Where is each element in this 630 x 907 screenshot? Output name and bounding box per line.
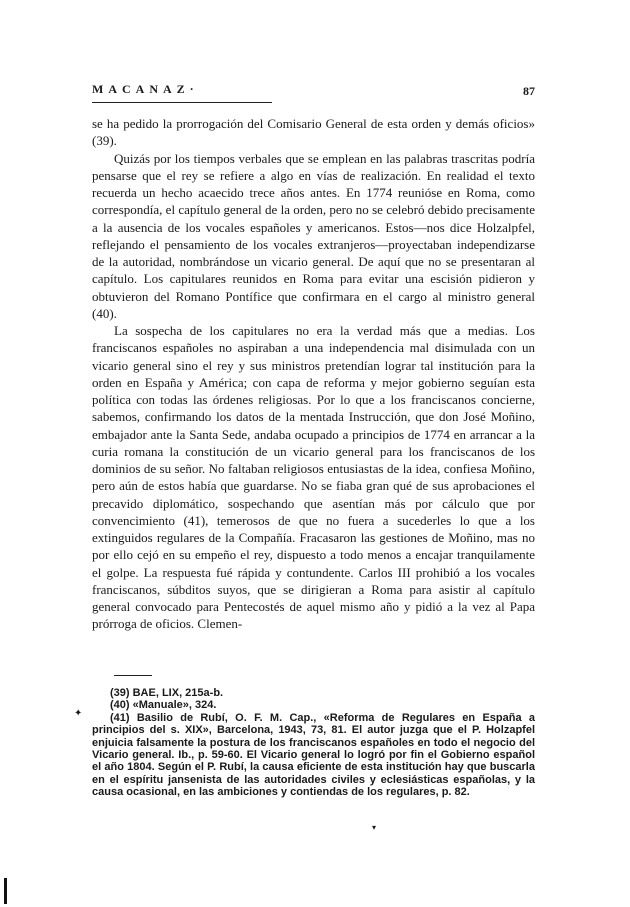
body-text xyxy=(92,115,535,633)
ink-dot: ▾ xyxy=(372,823,377,832)
paragraph: La sospecha de los capitulares no era la verdad más que a medias. Los franciscanos españoles no aspiraban a una independencia mal disimulada con un vicario general sino el rey y sus ministros pretendían lograr tal institución para la orden en España y América; con capa de reforma y mejor gobierno seguían esta política con todas las órdenes religiosas. Por lo que a los franciscanos concierne, sabemos, confirmando los datos de la mentada Instrucción, que don José Moñino, embajador ante la Santa Sede, andaba ocupado a principios de 1774 en arrancar a la curia romana la constitución de un vicario general para los franciscanos de los dominios de su señor. No faltaban religiosos entusiastas de la idea, confiesa Moñino, pero aún de estos había que guardarse. No se fiaba gran qué de sus aprobaciones el precavido diplomático, sospechando que asentían más por cálculo que por convencimiento (41), temerosos de que no fuera a sucederles lo que a los extinguidos regulares de la Compañía. Fracasaron las gestiones de Moñino, mas no por ello cejó en su empeño el rey, dispuesto a todo menos a encajar tranquilamente el golpe. La respuesta fué rápida y contundente. Carlos III prohibió a los vocales franciscanos, súbditos suyos, que se dirigieran a Roma para asistir al capítulo general convocado para Pentecostés de aquel mismo año y pidió a la vez al Papa prórroga de oficios. Clemen- xyxy=(92,323,535,632)
footnote: (40) «Manuale», 324. xyxy=(110,699,217,712)
margin-mark: ✦ xyxy=(74,708,83,719)
footnote: (41) Basilio de Rubí, O. F. M. Cap., «Reforma de Regulares en España a principios del s. XIX», Barcelona, 1943, 73, 81. El autor juzga que el P. Holzapfel enjuicia falsamente la postura de los franciscanos españoles en todo el negocio del Vicario general. Ib., p. 59-60. El Vicario general lo logró por fin el Gobierno español el año 1804. Según el P. Rubí, la causa eficiente de esta institución hay que buscarla en el espíritu jansenista de las autoridades civiles y eclesiásticas españolas, y la causa ocasional, en las ambiciones y contiendas de los regulares, p. 82. xyxy=(92,711,535,799)
page-header xyxy=(92,82,535,100)
header-rule xyxy=(92,102,272,103)
paragraph: Quizás por los tiempos verbales que se emplean en las palabras trascritas podría pensarse que el rey se refiere a algo en vías de realización. En realidad el texto recuerda un hecho acaecido trece años antes. En 1774 reunióse en Roma, como correspondía, el capítulo general de la orden, pero no se celebró debido precisamente a la ausencia de los vocales españoles y americanos. Estos—nos dice Holzalpfel, reflejando el pensamiento de los vocales extranjeros—proyectaban independizarse de la autoridad, nombrándose un vicario general. De aquí que no se presentaran al capítulo. Los capitulares reunidos en Roma para evitar una escisión pidieron y obtuvieron del Romano Pontífice que confirmara en el cargo al ministro general (40). xyxy=(92,150,535,321)
page-number: 87 xyxy=(523,84,535,98)
footnotes xyxy=(92,687,535,799)
scan-edge-mark xyxy=(4,878,7,904)
running-title: MACANAZ· xyxy=(92,82,199,96)
paragraph: se ha pedido la prorrogación del Comisario General de esta orden y demás oficios» (39). xyxy=(92,116,535,149)
footnote: (39) BAE, LIX, 215a-b. xyxy=(110,687,224,699)
footnote-rule xyxy=(114,675,152,676)
